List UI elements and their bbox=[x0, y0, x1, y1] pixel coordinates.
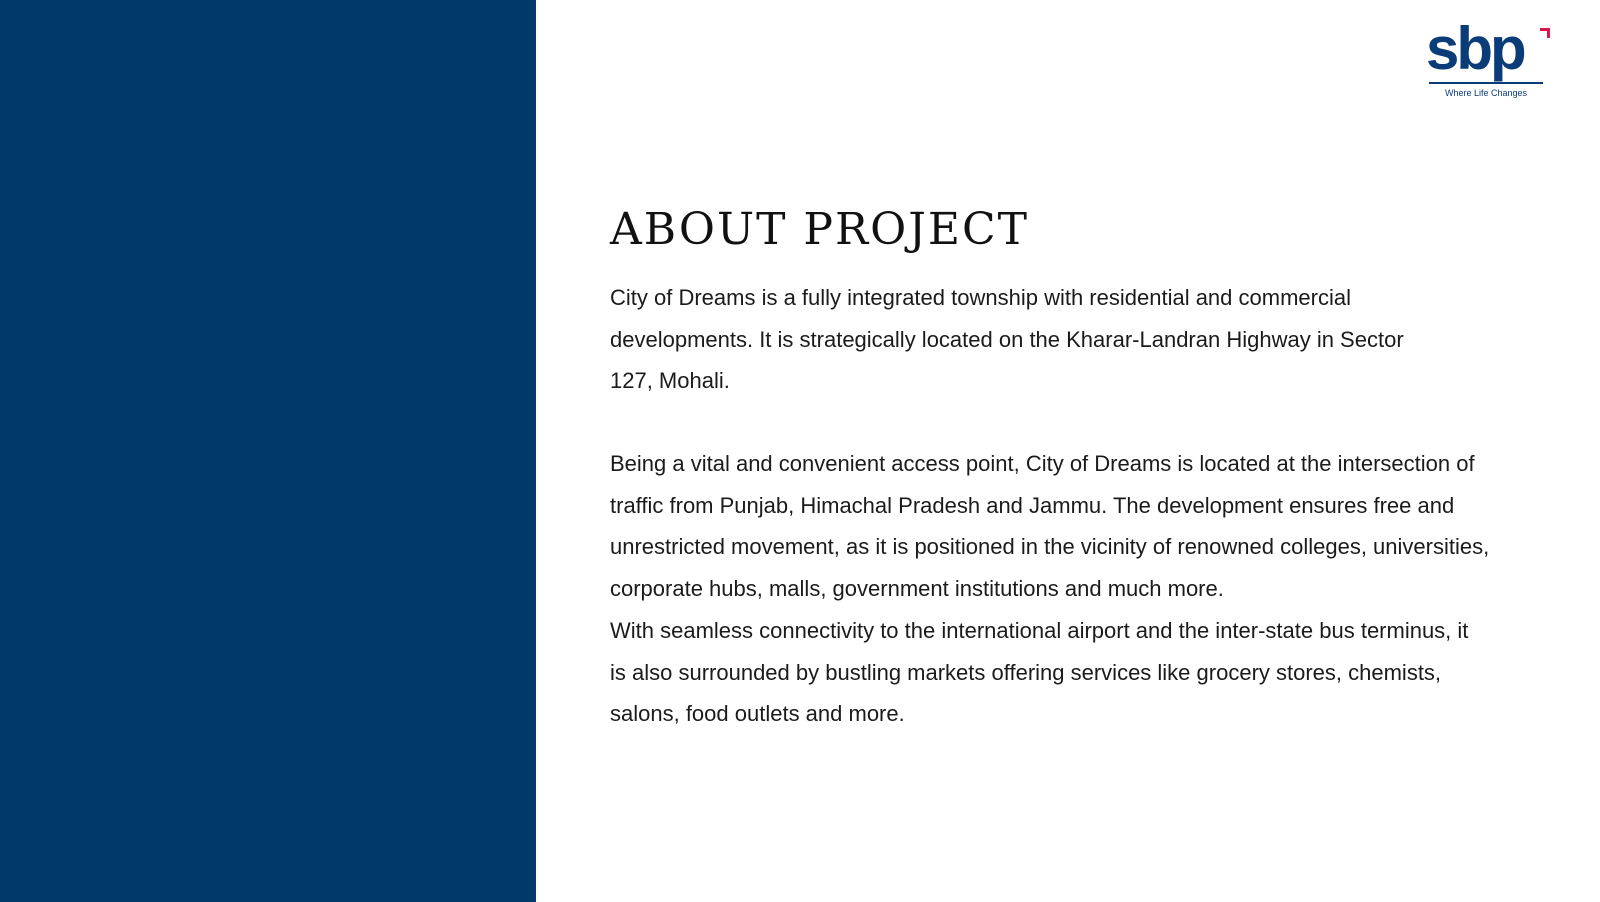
paragraph-intro: City of Dreams is a fully integrated township with residential and commercial developments. It is strategically located on the Kharar-Landran Highway in Sector 127, Mohali. bbox=[610, 285, 1404, 393]
logo-accent-icon bbox=[1538, 26, 1552, 40]
logo-tagline: Where Life Changes bbox=[1444, 88, 1528, 98]
logo-underline bbox=[1429, 82, 1543, 84]
paragraph-access: Being a vital and convenient access point, City of Dreams is located at the intersection of traffic from Punjab, Himachal Pradesh and Jammu. The development ensures free and unrestricted movement, as it is positioned in the vicinity of renowned colleges, universities, corporate hubs, malls, government institutions and much more. bbox=[610, 451, 1490, 601]
page-title: ABOUT PROJECT bbox=[610, 204, 1029, 255]
paragraph-connectivity: With seamless connectivity to the international airport and the inter-state bus terminus, it is also surrounded by bustling markets offering services like grocery stores, chemists, salons, food outlets and more. bbox=[610, 618, 1469, 726]
logo-wordmark: sbp bbox=[1426, 15, 1524, 82]
left-color-panel bbox=[0, 0, 536, 902]
sbp-logo bbox=[1426, 15, 1556, 102]
